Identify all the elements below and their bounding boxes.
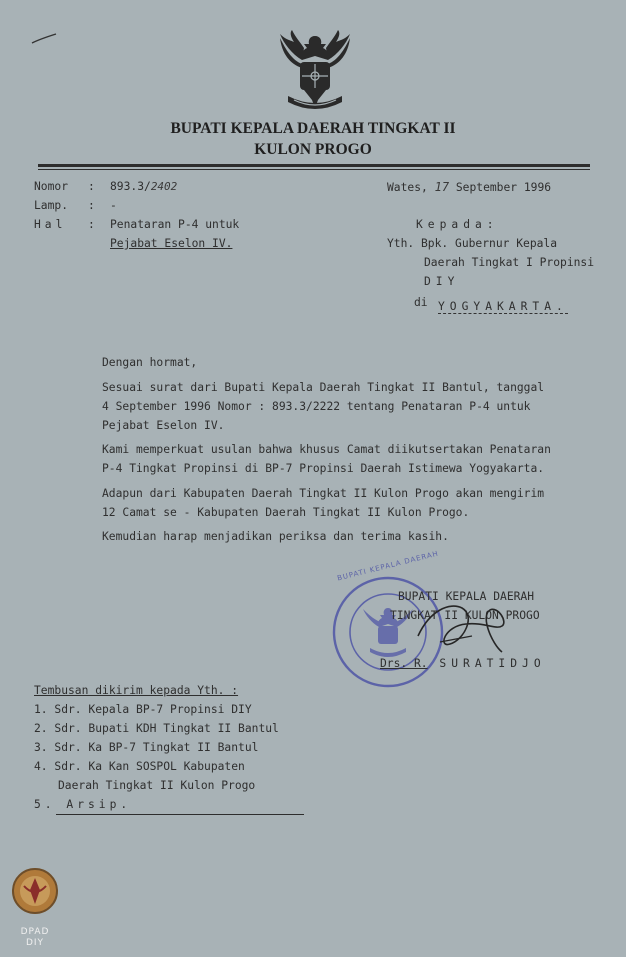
- addressee-city: YOGYAKARTA.: [438, 300, 568, 313]
- copies-item-2: 2. Sdr. Bupati KDH Tingkat II Bantul: [34, 722, 279, 735]
- addressee-line2: Daerah Tingkat I Propinsi: [424, 256, 595, 269]
- copies-heading: Tembusan dikirim kepada Yth. :: [34, 684, 239, 697]
- garuda-emblem: [276, 30, 354, 112]
- paragraph-1-line2: 4 September 1996 Nomor : 893.3/2222 tentang Penataran P-4 untuk: [102, 400, 531, 413]
- field-lamp-colon: :: [88, 199, 95, 212]
- paragraph-1-line3: Pejabat Eselon IV.: [102, 419, 225, 432]
- letterhead-rule-thick: [38, 164, 590, 167]
- pen-mark: [30, 30, 60, 46]
- date-month-year: September 1996: [449, 181, 552, 194]
- paragraph-3-line1: Adapun dari Kabupaten Daerah Tingkat II Kulon Progo akan mengirim: [102, 487, 545, 500]
- field-hal-colon: :: [88, 218, 95, 231]
- addressee-line3: DIY: [424, 275, 460, 288]
- nomor-typed: 893.3/: [110, 180, 151, 193]
- kepada-label: Kepada:: [416, 218, 499, 231]
- field-lamp-value: -: [110, 199, 117, 212]
- salutation: Dengan hormat,: [102, 356, 198, 369]
- paragraph-4: Kemudian harap menjadikan periksa dan terima kasih.: [102, 530, 449, 543]
- field-hal-label: Hal: [34, 218, 67, 231]
- date-place: Wates,: [387, 181, 435, 194]
- letterhead-title: BUPATI KEPALA DAERAH TINGKAT II: [170, 120, 456, 137]
- paragraph-2-line1: Kami memperkuat usulan bahwa khusus Camat diikutsertakan Penataran: [102, 443, 551, 456]
- stamp-ring-text: BUPATI KEPALA DAERAH: [336, 549, 440, 583]
- copies-item-3: 3. Sdr. Ka BP-7 Tingkat II Bantul: [34, 741, 259, 754]
- addressee-di: di: [414, 296, 428, 309]
- archive-logo-text-1: DPAD: [20, 927, 50, 937]
- signatory-surname: SURATIDJO: [427, 657, 546, 670]
- archive-logo-text-2: DIY: [25, 938, 45, 948]
- signature-title-line2: TINGKAT II KULON PROGO: [390, 609, 540, 622]
- handwritten-signature: [410, 596, 520, 664]
- paragraph-2-line2: P-4 Tingkat Propinsi di BP-7 Propinsi Daerah Istimewa Yogyakarta.: [102, 462, 545, 475]
- field-lamp-label: Lamp.: [34, 199, 69, 212]
- copies-item-5: 5. Arsip.: [34, 798, 132, 811]
- signatory-name: [380, 657, 546, 670]
- field-nomor-colon: :: [88, 180, 95, 193]
- paragraph-1-line1: Sesuai surat dari Bupati Kepala Daerah Tingkat II Bantul, tanggal: [102, 381, 545, 394]
- nomor-handwritten: 2402: [150, 180, 178, 193]
- signatory-prefix: Drs. R.: [380, 657, 428, 670]
- date-day: 17: [434, 180, 450, 194]
- copies-item-4-cont: Daerah Tingkat II Kulon Progo: [58, 779, 256, 792]
- addressee-line1: Yth. Bpk. Gubernur Kepala: [387, 237, 558, 250]
- paragraph-3-line2: 12 Camat se - Kabupaten Daerah Tingkat II Kulon Progo.: [102, 506, 470, 519]
- field-nomor-value: [110, 180, 177, 193]
- signature-title-line1: BUPATI KEPALA DAERAH: [398, 590, 535, 603]
- letter-date: [387, 180, 551, 194]
- copies-end-rule: [56, 814, 304, 815]
- field-hal-value-line2: Pejabat Eselon IV.: [110, 237, 233, 250]
- letterhead-rule-thin: [38, 169, 590, 170]
- copies-item-4: 4. Sdr. Ka Kan SOSPOL Kabupaten: [34, 760, 245, 773]
- archive-logo: [10, 866, 60, 928]
- field-hal-value-line1: Penataran P-4 untuk: [110, 218, 240, 231]
- field-nomor-label: Nomor: [34, 180, 69, 193]
- copies-item-1: 1. Sdr. Kepala BP-7 Propinsi DIY: [34, 703, 252, 716]
- letterhead-subtitle: KULON PROGO: [254, 141, 372, 158]
